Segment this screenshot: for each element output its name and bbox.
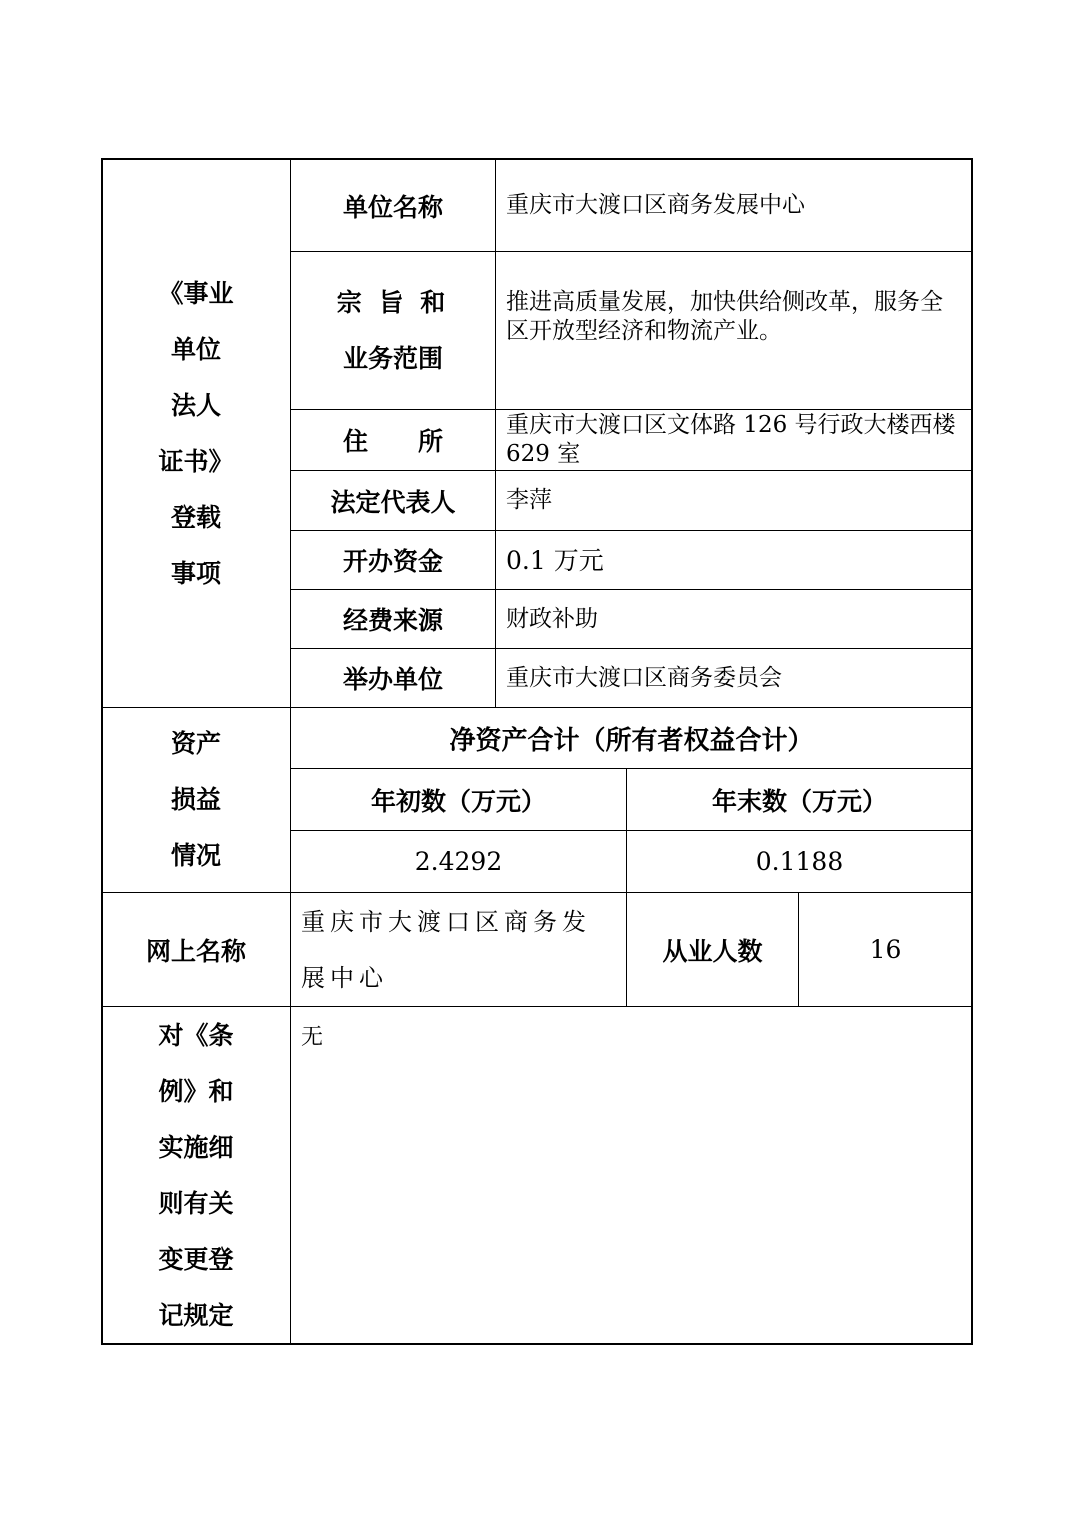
label-line: 事项: [170, 558, 221, 588]
startup-capital-label: 开办资金: [342, 547, 443, 576]
startup-capital-value: 0.1 万元: [506, 545, 604, 575]
change-regulation-value: 无: [301, 1025, 324, 1050]
unit-name-label: 单位名称: [342, 192, 443, 222]
label-line: 变更登: [158, 1244, 234, 1274]
staff-count-value: 16: [869, 935, 902, 964]
purpose-scope-value: 推进高质量发展，加快供给侧改革，服务全区开放型经济和物流产业。: [506, 288, 943, 344]
funding-source-label: 经费来源: [342, 606, 443, 635]
label-line: 则有关: [158, 1188, 234, 1218]
funding-source-value: 财政补助: [506, 605, 598, 632]
label-line: 实施细: [158, 1132, 234, 1162]
assets-label: [102, 708, 290, 892]
staff-count-label: 从业人数: [662, 936, 763, 966]
address-label: 住 所: [342, 427, 443, 456]
label-line: 单位: [170, 334, 221, 364]
year-end-value: 0.1188: [755, 847, 844, 876]
purpose-scope-label: [291, 252, 495, 409]
label-line: 《事业: [158, 278, 234, 308]
label-line: 情况: [170, 841, 221, 870]
legal-rep-label: 法定代表人: [330, 487, 456, 517]
unit-name-value: 重庆市大渡口区商务发展中心: [506, 192, 805, 218]
year-start-value: 2.4292: [414, 847, 503, 876]
label-line: 资产: [170, 729, 221, 758]
label-line: 对《条: [158, 1020, 234, 1050]
legal-rep-value: 李萍: [506, 487, 552, 513]
label-line: 宗 旨 和: [336, 287, 450, 317]
sponsor-label: 举办单位: [342, 665, 443, 694]
online-name-value: 重庆市大渡口区商务发展中心: [301, 907, 591, 992]
change-regulation-label: [102, 1007, 290, 1344]
label-line: 登载: [170, 502, 221, 532]
online-name-label: 网上名称: [145, 936, 246, 966]
label-line: 业务范围: [342, 343, 443, 373]
label-line: 损益: [170, 785, 221, 814]
label-line: 法人: [170, 390, 221, 420]
sponsor-value: 重庆市大渡口区商务委员会: [506, 664, 782, 691]
label-line: 例》和: [158, 1076, 234, 1106]
label-line: 证书》: [158, 446, 234, 476]
address-value: 重庆市大渡口区文体路 126 号行政大楼西楼 629 室: [506, 412, 956, 467]
year-start-header: 年初数（万元）: [370, 786, 546, 816]
net-assets-header: 净资产合计（所有者权益合计）: [449, 725, 814, 756]
year-end-header: 年末数（万元）: [711, 786, 887, 816]
label-line: 记规定: [158, 1300, 234, 1330]
certificate-items-label: [102, 160, 290, 707]
